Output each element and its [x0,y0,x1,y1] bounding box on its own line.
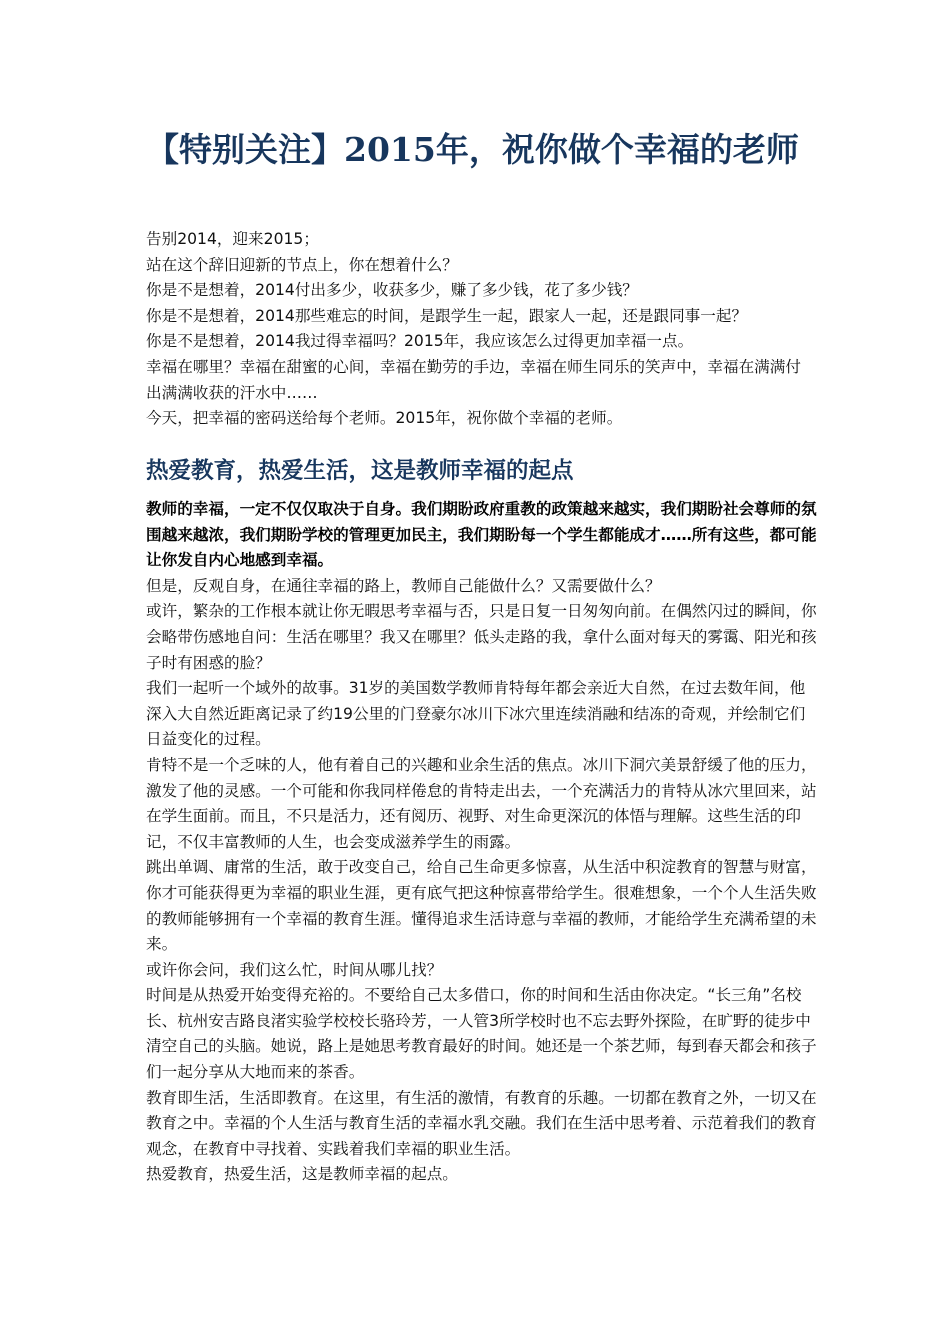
body-paragraph: 教育即生活，生活即教育。在这里，有生活的激情，有教育的乐趣。一切都在教育之外，一切又在教育之中。幸福的个人生活与教育生活的幸福水乳交融。我们在生活中思考着、示范着我们的教育观念，在教育中寻找着、实践着我们幸福的职业生活。 [146,1088,817,1158]
intro-paragraph: 站在这个辞旧迎新的节点上，你在想着什么？ [146,255,458,274]
article-title: 【特别关注】2015年，祝你做个幸福的老师 [146,130,799,169]
bold-lead-paragraph: 教师的幸福，一定不仅仅取决于自身。我们期盼政府重教的政策越来越实，我们期盼社会尊师的氛围越来越浓，我们期盼学校的管理更加民主，我们期盼每一个学生都能成才……所有这些，都可能让你发自内心地感到幸福。 [146,500,817,570]
body-paragraph: 但是，反观自身，在通往幸福的路上，教师自己能做什么？又需要做什么？ [146,576,661,595]
body-paragraph: 肯特不是一个乏味的人，他有着自己的兴趣和业余生活的焦点。冰川下洞穴美景舒缓了他的压力，激发了他的灵感。一个可能和你我同样倦怠的肯特走出去，一个充满活力的肯特从冰穴里回来，站在学生面前。而且，不只是活力，还有阅历、视野、对生命更深沉的体悟与理解。这些生活的印记，不仅丰富教师的人生，也会变成滋养学生的雨露。 [146,755,817,851]
section-body [146,497,818,1188]
intro-section [146,227,816,432]
body-paragraph: 或许，繁杂的工作根本就让你无暇思考幸福与否，只是日复一日匆匆向前。在偶然闪过的瞬间，你会略带伤感地自问：生活在哪里？我又在哪里？低头走路的我，拿什么面对每天的雾霭、阳光和孩子时有困惑的脸？ [146,602,817,672]
body-paragraph: 或许你会问，我们这么忙，时间从哪儿找？ [146,960,443,979]
body-paragraph: 跳出单调、庸常的生活，敢于改变自己，给自己生命更多惊喜，从生活中积淀教育的智慧与财富，你才可能获得更为幸福的职业生涯，更有底气把这种惊喜带给学生。很难想象，一个个人生活失败的教师能够拥有一个幸福的教育生涯。懂得追求生活诗意与幸福的教师，才能给学生充满希望的未来。 [146,858,817,954]
intro-paragraph: 你是不是想着，2014付出多少，收获多少，赚了多少钱，花了多少钱？ [146,281,638,300]
intro-paragraph: 幸福在哪里？幸福在甜蜜的心间，幸福在勤劳的手边，幸福在师生同乐的笑声中，幸福在满满付出满满收获的汗水中…… [146,357,801,402]
intro-paragraph: 今天，把幸福的密码送给每个老师。2015年，祝你做个幸福的老师。 [146,409,623,428]
body-paragraph: 我们一起听一个域外的故事。31岁的美国数学教师肯特每年都会亲近大自然，在过去数年间，他深入大自然近距离记录了约19公里的门登豪尔冰川下冰穴里连续消融和结冻的奇观，并绘制它们日益变化的过程。 [146,679,806,749]
body-paragraph: 热爱教育，热爱生活，这是教师幸福的起点。 [146,1165,458,1184]
intro-paragraph: 你是不是想着，2014我过得幸福吗？2015年，我应该怎么过得更加幸福一点。 [146,332,694,351]
body-paragraph: 时间是从热爱开始变得充裕的。不要给自己太多借口，你的时间和生活由你决定。“长三角”名校长、杭州安吉路良渚实验学校校长骆玲芳，一人管3所学校时也不忘去野外探险，在旷野的徒步中清空自己的头脑。她说，路上是她思考教育最好的时间。她还是一个茶艺师，每到春天都会和孩子们一起分享从大地而来的茶香。 [146,986,817,1082]
section-heading: 热爱教育，热爱生活，这是教师幸福的起点 [146,458,574,484]
intro-paragraph: 告别2014，迎来2015； [146,230,319,248]
intro-paragraph: 你是不是想着，2014那些难忘的时间，是跟学生一起，跟家人一起，还是跟同事一起？ [146,306,748,325]
